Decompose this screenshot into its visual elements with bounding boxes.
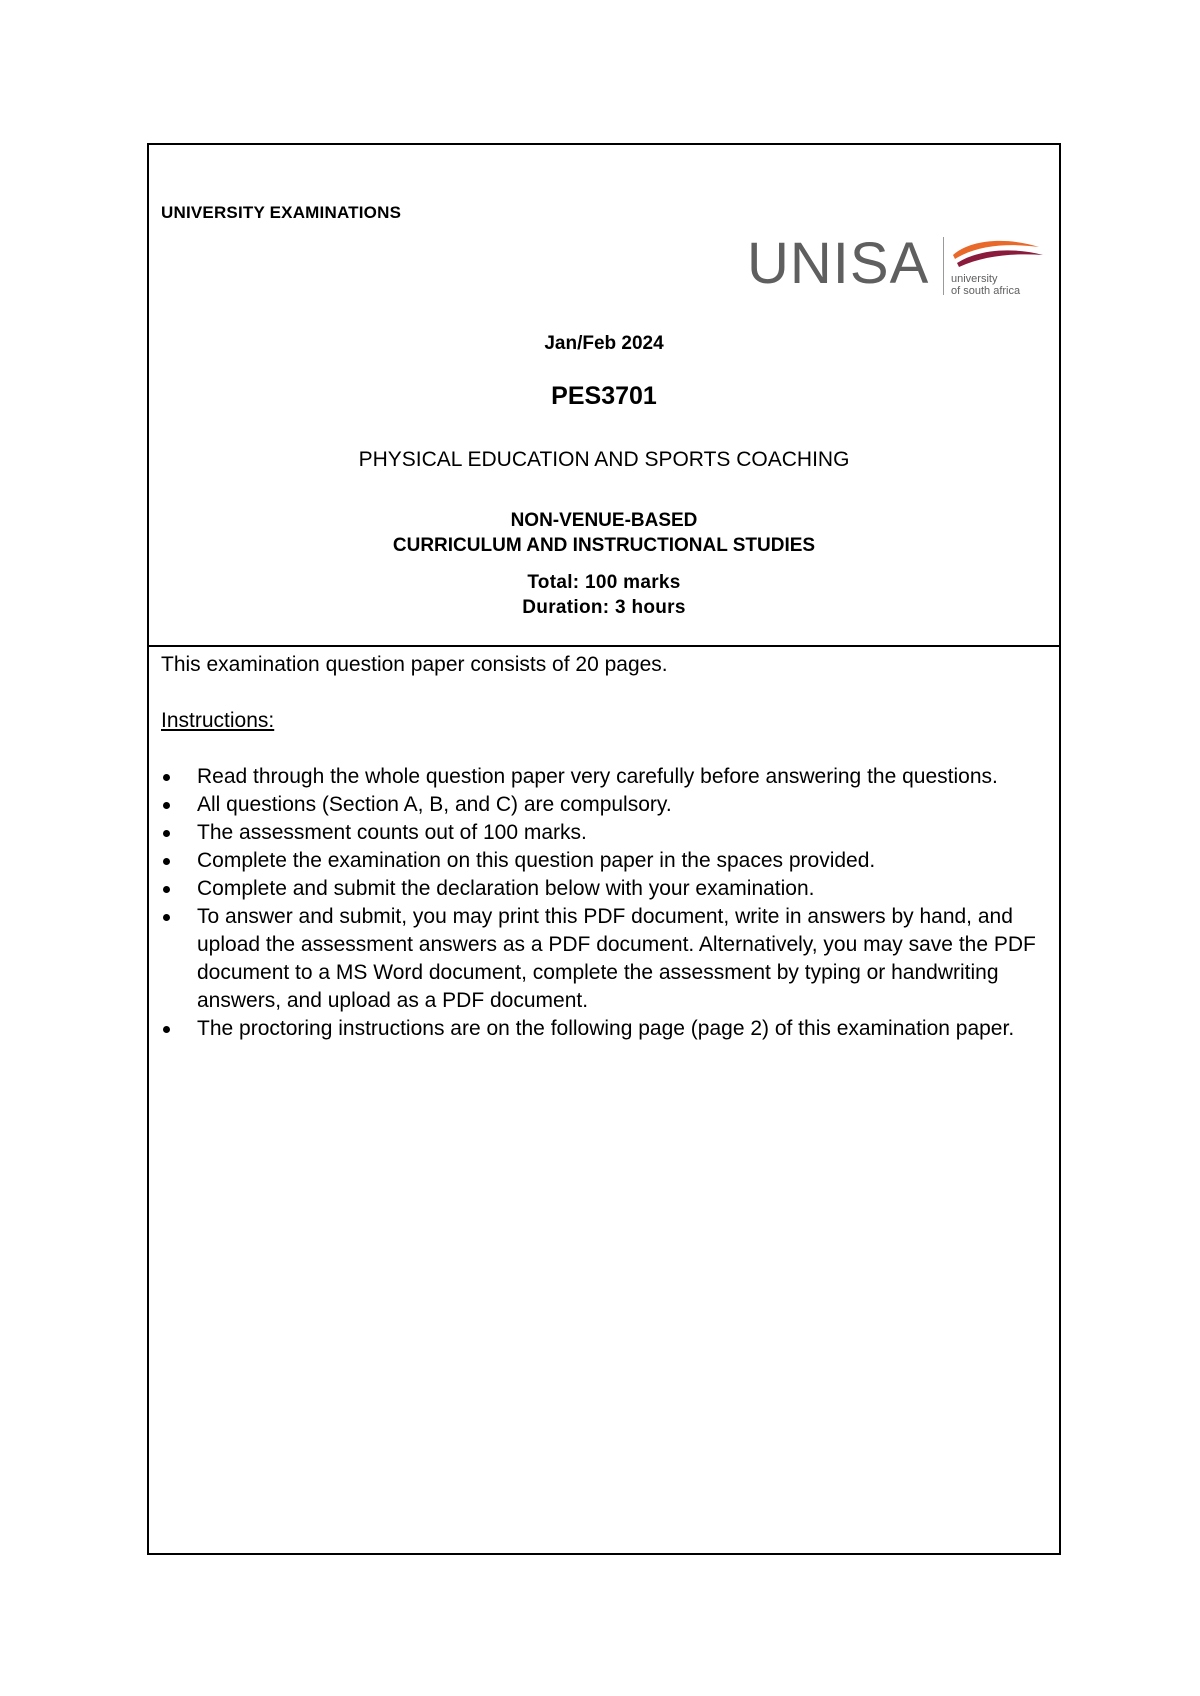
instruction-item (161, 903, 1049, 1015)
department-name: CURRICULUM AND INSTRUCTIONAL STUDIES (392, 535, 816, 556)
logo-subline (951, 273, 1020, 297)
instruction-text: The proctoring instructions are on the following page (page 2) of this examination paper. (197, 1017, 1015, 1040)
instruction-item (161, 847, 1049, 875)
logo-subline-south-africa: of south africa (951, 285, 1021, 297)
marks-duration-block (149, 570, 1059, 620)
logo-divider (943, 237, 944, 295)
instruction-item (161, 791, 1049, 819)
bullet-icon (163, 802, 170, 809)
bullet-icon (163, 914, 170, 921)
module-name: PHYSICAL EDUCATION AND SPORTS COACHING (358, 448, 850, 471)
instruction-item (161, 819, 1049, 847)
instructions-heading: Instructions: (161, 709, 275, 732)
bullet-icon (163, 886, 170, 893)
cover-header (149, 145, 1059, 647)
instruction-item (161, 1015, 1049, 1043)
exam-date: Jan/Feb 2024 (544, 333, 664, 354)
logo-swoosh-icon (947, 235, 1047, 271)
bullet-icon (163, 774, 170, 781)
module-code: PES3701 (551, 382, 657, 410)
exam-cover-frame (147, 143, 1061, 1555)
instruction-text: Read through the whole question paper very carefully before answering the questions. (197, 765, 998, 788)
instruction-text: To answer and submit, you may print this PDF document, write in answers by hand, and upload the assessment answers as a PDF document. Alternatively, you may save the PDF document to a MS Word document, complete the assessment by typing or handwriting answers, and upload as a PDF document. (197, 905, 1036, 1012)
page-count-statement: This examination question paper consists of 20 pages. (161, 653, 668, 676)
logo-subline-university: university (951, 273, 998, 285)
instruction-text: Complete and submit the declaration below with your examination. (197, 877, 815, 900)
instructions-list (161, 763, 1049, 1043)
university-examinations-label: UNIVERSITY EXAMINATIONS (161, 203, 402, 222)
logo-wordmark: UNISA (747, 231, 930, 296)
duration: Duration: 3 hours (522, 597, 686, 618)
instruction-item (161, 763, 1049, 791)
instruction-text: Complete the examination on this question paper in the spaces provided. (197, 849, 876, 872)
instruction-text: All questions (Section A, B, and C) are compulsory. (197, 793, 672, 816)
unisa-logo (747, 231, 1047, 307)
total-marks: Total: 100 marks (527, 572, 681, 593)
cover-body (161, 651, 1049, 1043)
exam-mode: NON-VENUE-BASED (510, 510, 698, 531)
bullet-icon (163, 858, 170, 865)
exam-mode-block (149, 508, 1059, 558)
instruction-item (161, 875, 1049, 903)
bullet-icon (163, 1026, 170, 1033)
instruction-text: The assessment counts out of 100 marks. (197, 821, 587, 844)
bullet-icon (163, 830, 170, 837)
